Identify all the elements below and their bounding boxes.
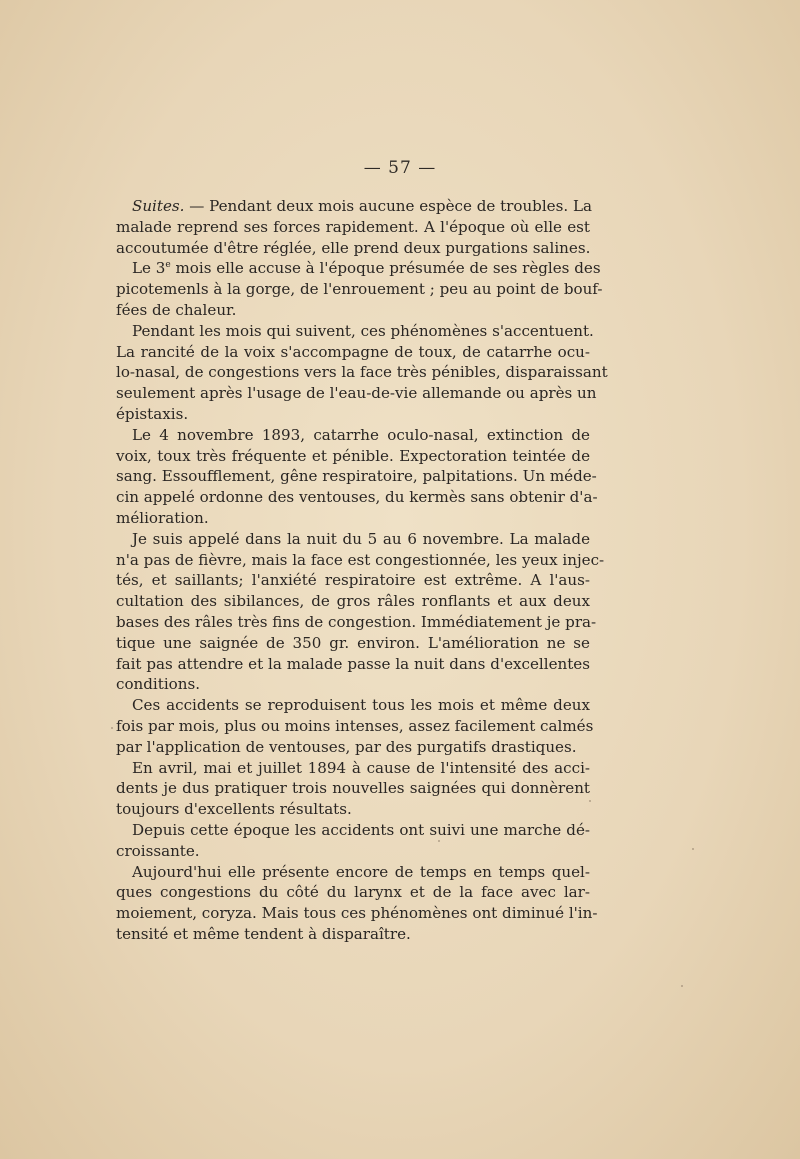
text-line	[116, 342, 590, 363]
line-text-continued: mois elle accuse à l'époque présumée de ses règles des	[170, 259, 601, 278]
text-line	[116, 820, 590, 841]
text-line	[116, 841, 590, 862]
superscript: e	[165, 260, 171, 271]
text-line	[116, 383, 597, 404]
text-line	[116, 862, 590, 883]
line-text: cultation des sibilances, de gros râles ronflants et aux deux	[116, 592, 590, 611]
line-text: croissante.	[116, 841, 200, 860]
line-text: mélioration.	[116, 508, 209, 527]
text-line	[116, 591, 590, 612]
text-line	[116, 300, 590, 321]
line-text: moiement, coryza. Mais tous ces phénomènes ont diminué l'in-	[116, 904, 598, 923]
paper-speck	[692, 848, 694, 850]
text-line	[116, 425, 590, 446]
line-text: malade reprend ses forces rapidement. A l'époque où elle est	[116, 217, 590, 236]
text-line	[116, 674, 590, 695]
paper-speck	[438, 840, 440, 842]
section-heading: Suites.	[132, 197, 185, 215]
text-line	[116, 903, 598, 924]
line-text: voix, toux très fréquente et pénible. Expectoration teintée de	[116, 446, 590, 465]
text-line	[116, 654, 590, 675]
text-line	[116, 633, 590, 654]
line-text: Le 4 novembre 1893, catarrhe oculo-nasal, extinction de	[132, 425, 590, 444]
line-text: par l'application de ventouses, par des purgatifs drastiques.	[116, 737, 577, 756]
text-line	[116, 196, 590, 217]
line-text: fées de chaleur.	[116, 300, 237, 319]
line-text: fait pas attendre et la malade passe la nuit dans d'excellentes	[116, 654, 590, 673]
text-line	[116, 550, 605, 571]
text-line	[116, 258, 601, 279]
text-line	[116, 612, 597, 633]
text-line	[116, 362, 608, 383]
line-text: Ces accidents se reproduisent tous les mois et même deux	[132, 696, 590, 715]
line-text: seulement après l'usage de l'eau-de-vie allemande ou après un	[116, 384, 597, 403]
body-text	[116, 196, 608, 945]
line-text: fois par mois, plus ou moins intenses, assez facilement calmés	[116, 716, 594, 735]
text-line	[116, 217, 590, 238]
text-line	[116, 799, 590, 820]
line-text: accoutumée d'être réglée, elle prend deux purgations salines.	[116, 238, 591, 257]
text-line	[116, 404, 590, 425]
line-text: — Pendant deux mois aucune espèce de troubles. La	[184, 197, 592, 215]
line-text: n'a pas de fièvre, mais la face est congestionnée, les yeux injec-	[116, 550, 605, 569]
text-line	[116, 279, 603, 300]
line-text: ques congestions du côté du larynx et de la face avec lar-	[116, 883, 590, 902]
text-line	[116, 695, 590, 716]
line-text: sang. Essoufflement, gêne respiratoire, palpitations. Un méde-	[116, 467, 597, 486]
text-line	[116, 466, 597, 487]
line-text: tensité et même tendent à disparaître.	[116, 924, 411, 943]
text-line	[116, 924, 590, 945]
line-text: épistaxis.	[116, 404, 189, 423]
line-text: tés, et saillants; l'anxiété respiratoire est extrême. A l'aus-	[116, 571, 590, 590]
text-line	[116, 716, 594, 737]
text-line	[116, 529, 590, 550]
line-text: Aujourd'hui elle présente encore de temps en temps quel-	[132, 862, 590, 881]
line-text: Je suis appelé dans la nuit du 5 au 6 novembre. La malade	[132, 529, 590, 548]
paper-speck	[589, 800, 591, 802]
line-text: En avril, mai et juillet 1894 à cause de l'intensité des acci-	[132, 758, 590, 777]
line-text: toujours d'excellents résultats.	[116, 800, 352, 819]
line-text: conditions.	[116, 675, 200, 694]
line-text: dents je dus pratiquer trois nouvelles saignées qui donnèrent	[116, 779, 590, 798]
line-text: Pendant les mois qui suivent, ces phénomènes s'accentuent.	[132, 321, 594, 340]
text-line	[116, 570, 590, 591]
paper-speck	[681, 985, 683, 987]
line-text: bases des râles très fins de congestion. Immédiatement je pra-	[116, 612, 597, 631]
line-text: lo-nasal, de congestions vers la face très pénibles, disparaissant	[116, 363, 608, 382]
line-text: tique une saignée de 350 gr. environ. L'amélioration ne se	[116, 633, 590, 652]
line-text: Depuis cette époque les accidents ont suivi une marche dé-	[132, 820, 590, 839]
text-line	[116, 321, 594, 342]
text-line	[116, 758, 590, 779]
line-text: picotemenls à la gorge, de l'enrouement ; peu au point de bouf-	[116, 280, 603, 299]
line-text: Le 3	[132, 259, 166, 278]
text-line	[116, 238, 590, 259]
line-text: La rancité de la voix s'accompagne de toux, de catarrhe ocu-	[116, 342, 590, 361]
text-line	[116, 778, 590, 799]
text-line	[116, 487, 598, 508]
text-line	[116, 882, 590, 903]
text-line	[116, 446, 590, 467]
text-line	[116, 508, 590, 529]
line-text: cin appelé ordonne des ventouses, du kermès sans obtenir d'a-	[116, 488, 598, 507]
text-line	[116, 737, 590, 758]
paper-speck	[111, 727, 113, 729]
page-number: — 57 —	[363, 158, 437, 178]
